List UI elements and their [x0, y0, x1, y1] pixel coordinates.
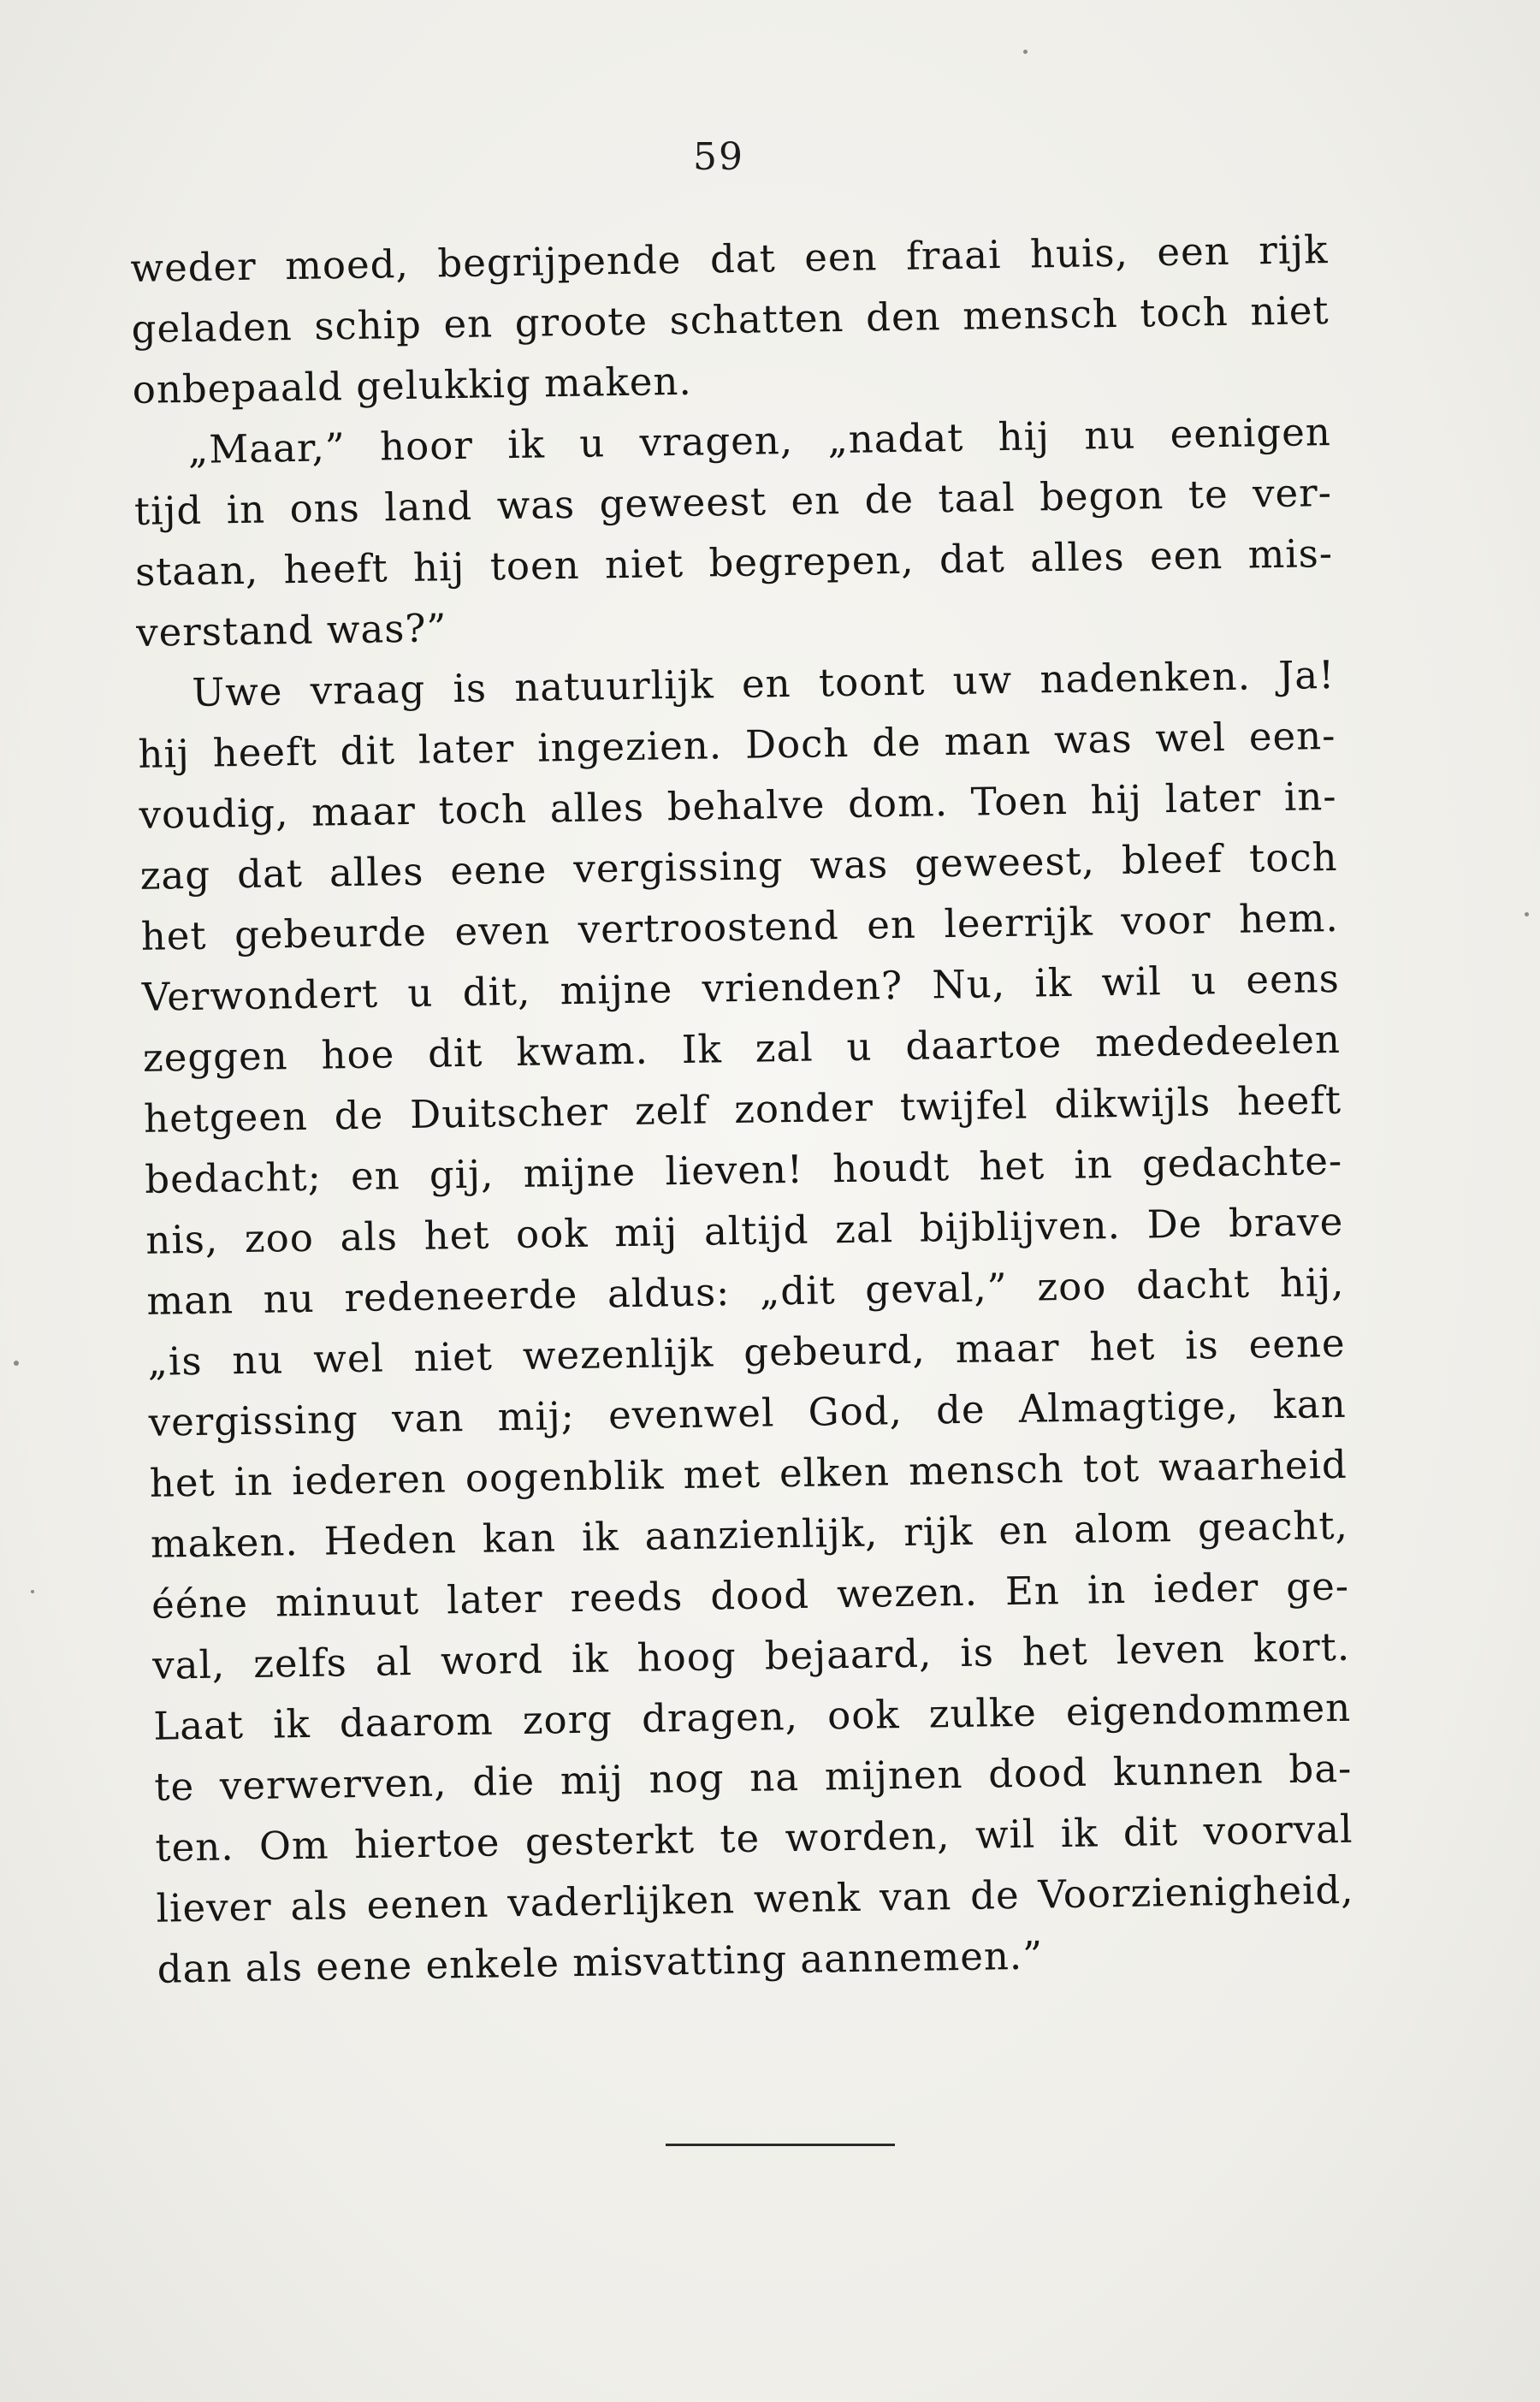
text-line: man nu redeneerde aldus: „dit geval,” zoo dacht hij,: [146, 1259, 1345, 1324]
section-divider: [666, 2144, 895, 2146]
text-line: dan als eene enkele misvatting aannemen.”: [157, 1932, 1044, 1992]
text-line: voudig, maar toch alles behalve dom. Toen hij later in-: [139, 773, 1337, 838]
text-line: ééne minuut later reeds dood wezen. En in ieder ge-: [151, 1563, 1350, 1628]
text-line: Uwe vraag is natuurlijk en toont uw nadenken. Ja!: [191, 651, 1336, 715]
text-line: vergissing van mij; evenwel God, de Almagtige, kan: [148, 1380, 1347, 1445]
text-line: zag dat alles eene vergissing was geweest, bleef toch: [139, 833, 1338, 899]
text-line: te verwerven, die mij nog na mijnen dood kunnen ba-: [154, 1745, 1353, 1810]
text-line: ten. Om hiertoe gesterkt te worden, wil ik dit voorval: [155, 1806, 1353, 1871]
paper-speck: [31, 1590, 34, 1593]
text-line: het in iederen oogenblik met elken mensch tot waarheid: [149, 1441, 1348, 1506]
text-line: onbepaald gelukkig maken.: [132, 358, 693, 412]
text-line: geladen schip en groote schatten den mensch toch niet: [131, 287, 1330, 352]
text-line: liever als eenen vaderlijken wenk van de Voorzienigheid,: [156, 1866, 1354, 1931]
paper-speck: [1525, 912, 1529, 916]
body-text: [130, 219, 1355, 2000]
text-line: „is nu wel niet wezenlijk gebeurd, maar het is eene: [147, 1320, 1346, 1385]
paper-speck: [14, 1361, 19, 1366]
text-line: Verwondert u dit, mijne vrienden? Nu, ik wil u eens: [141, 955, 1341, 1020]
text-line: staan, heeft hij toen niet begrepen, dat alles een mis-: [134, 530, 1334, 595]
text-line: maken. Heden kan ik aanzienlijk, rijk en alom geacht,: [150, 1502, 1349, 1567]
text-line: weder moed, begrijpende dat een fraai huis, een rijk: [130, 227, 1329, 291]
text-line: Laat ik daarom zorg dragen, ook zulke eigendommen: [152, 1684, 1352, 1749]
text-line: nis, zoo als het ook mij altijd zal bijblijven. De brave: [145, 1198, 1344, 1263]
text-line: bedacht; en gij, mijne lieven! houdt het in gedachte-: [144, 1137, 1343, 1202]
text-line: het gebeurde even vertroostend en leerrijk voor hem.: [140, 894, 1340, 959]
page-number: 59: [693, 135, 744, 179]
text-line: tijd in ons land was geweest en de taal begon te ver-: [133, 469, 1333, 534]
text-line: verstand was?”: [135, 605, 447, 655]
text-line: zeggen hoe dit kwam. Ik zal u daartoe mededeelen: [142, 1016, 1342, 1081]
text-line: val, zelfs al word ik hoog bejaard, is het leven kort.: [151, 1623, 1351, 1688]
text-line: „Maar,” hoor ik u vragen, „nadat hij nu eenigen: [187, 408, 1332, 472]
text-line: hetgeen de Duitscher zelf zonder twijfel dikwijls heeft: [143, 1076, 1342, 1142]
text-line: hij heeft dit later ingezien. Doch de man was wel een-: [138, 712, 1336, 777]
paper-speck: [1023, 50, 1028, 54]
